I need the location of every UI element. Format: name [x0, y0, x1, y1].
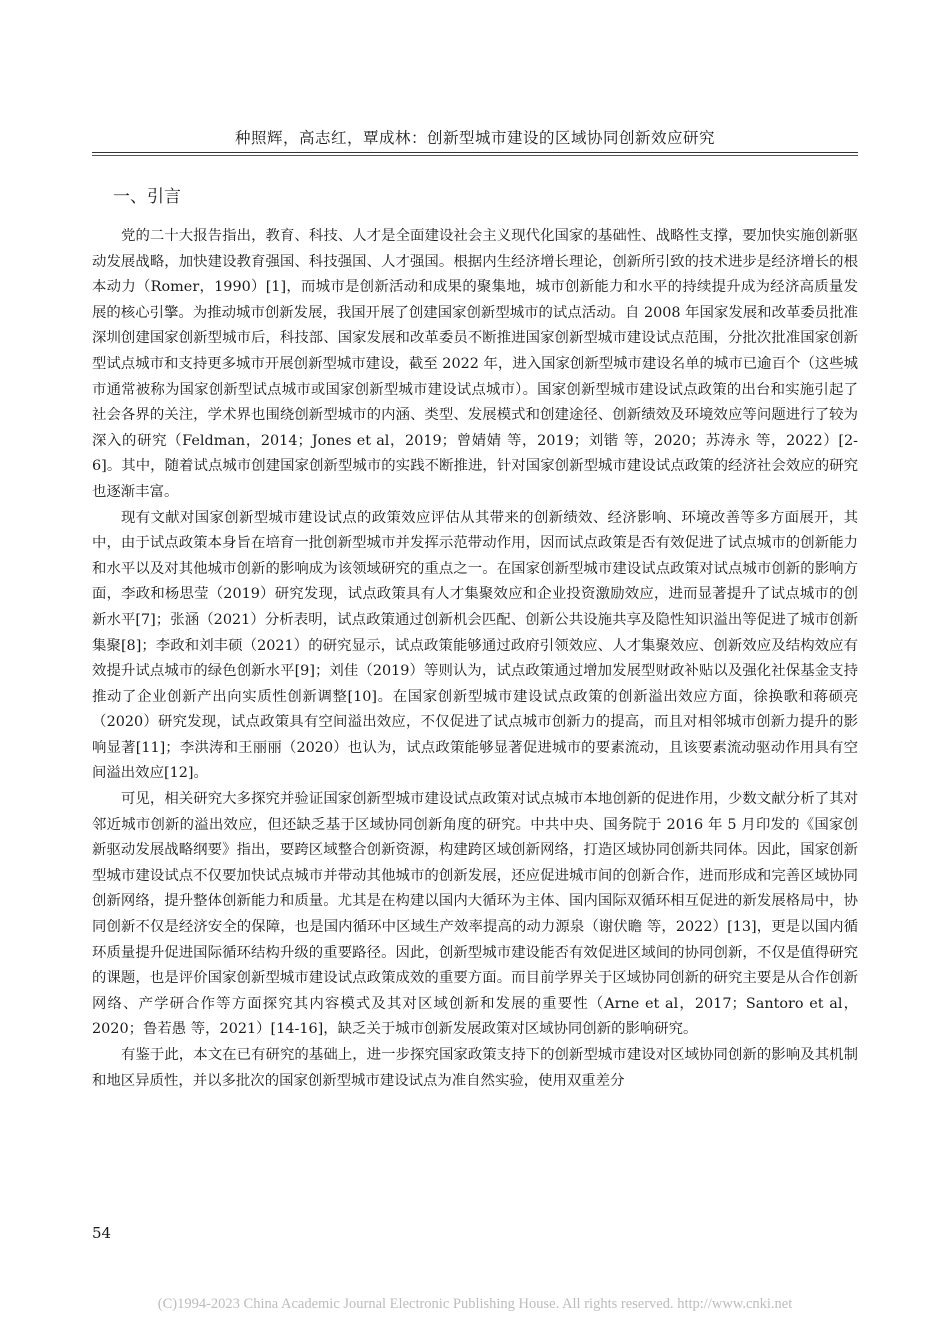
paragraph: 党的二十大报告指出，教育、科技、人才是全面建设社会主义现代化国家的基础性、战略性支撑，要加快实施创新驱动发展战略，加快建设教育强国、科技强国、人才强国。根据内生经济增长理论，创新所引致的技术进步是经济增长的根本动力（Romer，1990）[1]，而城市是创新活动和成果的聚集地，城市创新能力和水平的持续提升成为经济高质量发展的核心引擎。为推动城市创新发展，我国开展了创建国家创新型城市的试点活动。自 2008 年国家发展和改革委员批准深圳创建国家创新型城市后，科技部、国家发展和改革委员不断推进国家创新型城市建设试点范围，分批次批准国家创新型试点城市和支持更多城市开展创新型城市建设，截至 2022 年，进入国家创新型城市建设名单的城市已逾百个（这些城市通常被称为国家创新型试点城市或国家创新型城市建设试点城市）。国家创新型城市建设试点政策的出台和实施引起了社会各界的关注，学术界也围绕创新型城市的内涵、类型、发展模式和创建途径、创新绩效及环境效应等问题进行了较为深入的研究（Feldman，2014；Jones et al，2019；曾婧婧 等，2019；刘锴 等，2020；苏涛永 等，2022）[2-6]。其中，随着试点城市创建国家创新型城市的实践不断推进，针对国家创新型城市建设试点政策的经济社会效应的研究也逐渐丰富。 — [92, 228, 858, 500]
paragraph: 现有文献对国家创新型城市建设试点的政策效应评估从其带来的创新绩效、经济影响、环境改善等多方面展开，其中，由于试点政策本身旨在培育一批创新型城市并发挥示范带动作用，因而试点政策是否有效促进了试点城市的创新能力和水平以及对其他城市创新的影响成为该领域研究的重点之一。在国家创新型城市建设试点政策对试点城市创新的影响方面，李政和杨思莹（2019）研究发现，试点政策具有人才集聚效应和企业投资激励效应，进而显著提升了试点城市的创新水平[7]；张涵（2021）分析表明，试点政策通过创新机会匹配、创新公共设施共享及隐性知识溢出等促进了城市创新集聚[8]；李政和刘丰硕（2021）的研究显示，试点政策能够通过政府引领效应、人才集聚效应、创新效应及结构效应有效提升试点城市的绿色创新水平[9]；刘佳（2019）等则认为，试点政策通过增加发展型财政补贴以及强化社保基金支持推动了企业创新产出向实质性创新调整[10]。在国家创新型城市建设试点政策的创新溢出效应方面，徐换歌和蒋硕亮（2020）研究发现，试点政策具有空间溢出效应，不仅促进了试点城市创新力的提高，而且对相邻城市创新力提升的影响显著[11]；李洪涛和王丽丽（2020）也认为，试点政策能够显著促进城市的要素流动，且该要素流动驱动作用具有空间溢出效应[12]。 — [92, 509, 858, 782]
copyright-watermark: (C)1994-2023 China Academic Journal Electronic Publishing House. All rights reserved. http://www.cnki.net — [157, 1296, 793, 1312]
paragraph: 可见，相关研究大多探究并验证国家创新型城市建设试点政策对试点城市本地创新的促进作用，少数文献分析了其对邻近城市创新的溢出效应，但还缺乏基于区域协同创新角度的研究。中共中央、国务院于 2016 年 5 月印发的《国家创新驱动发展战略纲要》指出，要跨区域整合创新资源，构建跨区域创新网络，打造区域协同创新共同体。因此，国家创新型城市建设试点不仅要加快试点城市并带动其他城市的创新发展，还应促进城市间的创新合作，进而形成和完善区域协同创新网络，提升整体创新能力和质量。尤其是在构建以国内大循环为主体、国内国际双循环相互促进的新发展格局中，协同创新不仅是经济安全的保障，也是国内循环中区域生产效率提高的动力源泉（谢伏瞻 等，2022）[13]，更是以国内循环质量提升促进国际循环结构升级的重要路径。因此，创新型城市建设能否有效促进区域间的协同创新，不仅是值得研究的课题，也是评价国家创新型城市建设试点政策成效的重要方面。而目前学界关于区域协同创新的研究主要是从合作创新网络、产学研合作等方面探究其内容模式及其对区域创新和发展的重要性（Arne et al，2017；Santoro et al，2020；鲁若愚 等，2021）[14-16]，缺乏关于城市创新发展政策对区域协同创新的影响研究。 — [92, 791, 858, 1038]
page-number: 54 — [92, 1224, 112, 1242]
running-header: 种照辉，高志红，覃成林：创新型城市建设的区域协同创新效应研究 — [234, 129, 715, 147]
header-rule-secondary — [92, 155, 858, 156]
paragraph: 有鉴于此，本文在已有研究的基础上，进一步探究国家政策支持下的创新型城市建设对区域协同创新的影响及其机制和地区异质性，并以多批次的国家创新型城市建设试点为准自然实验，使用双重差分 — [92, 1047, 858, 1089]
header-rule — [92, 152, 858, 153]
section-heading: 一、引言 — [113, 187, 181, 207]
body-text — [92, 224, 858, 1094]
